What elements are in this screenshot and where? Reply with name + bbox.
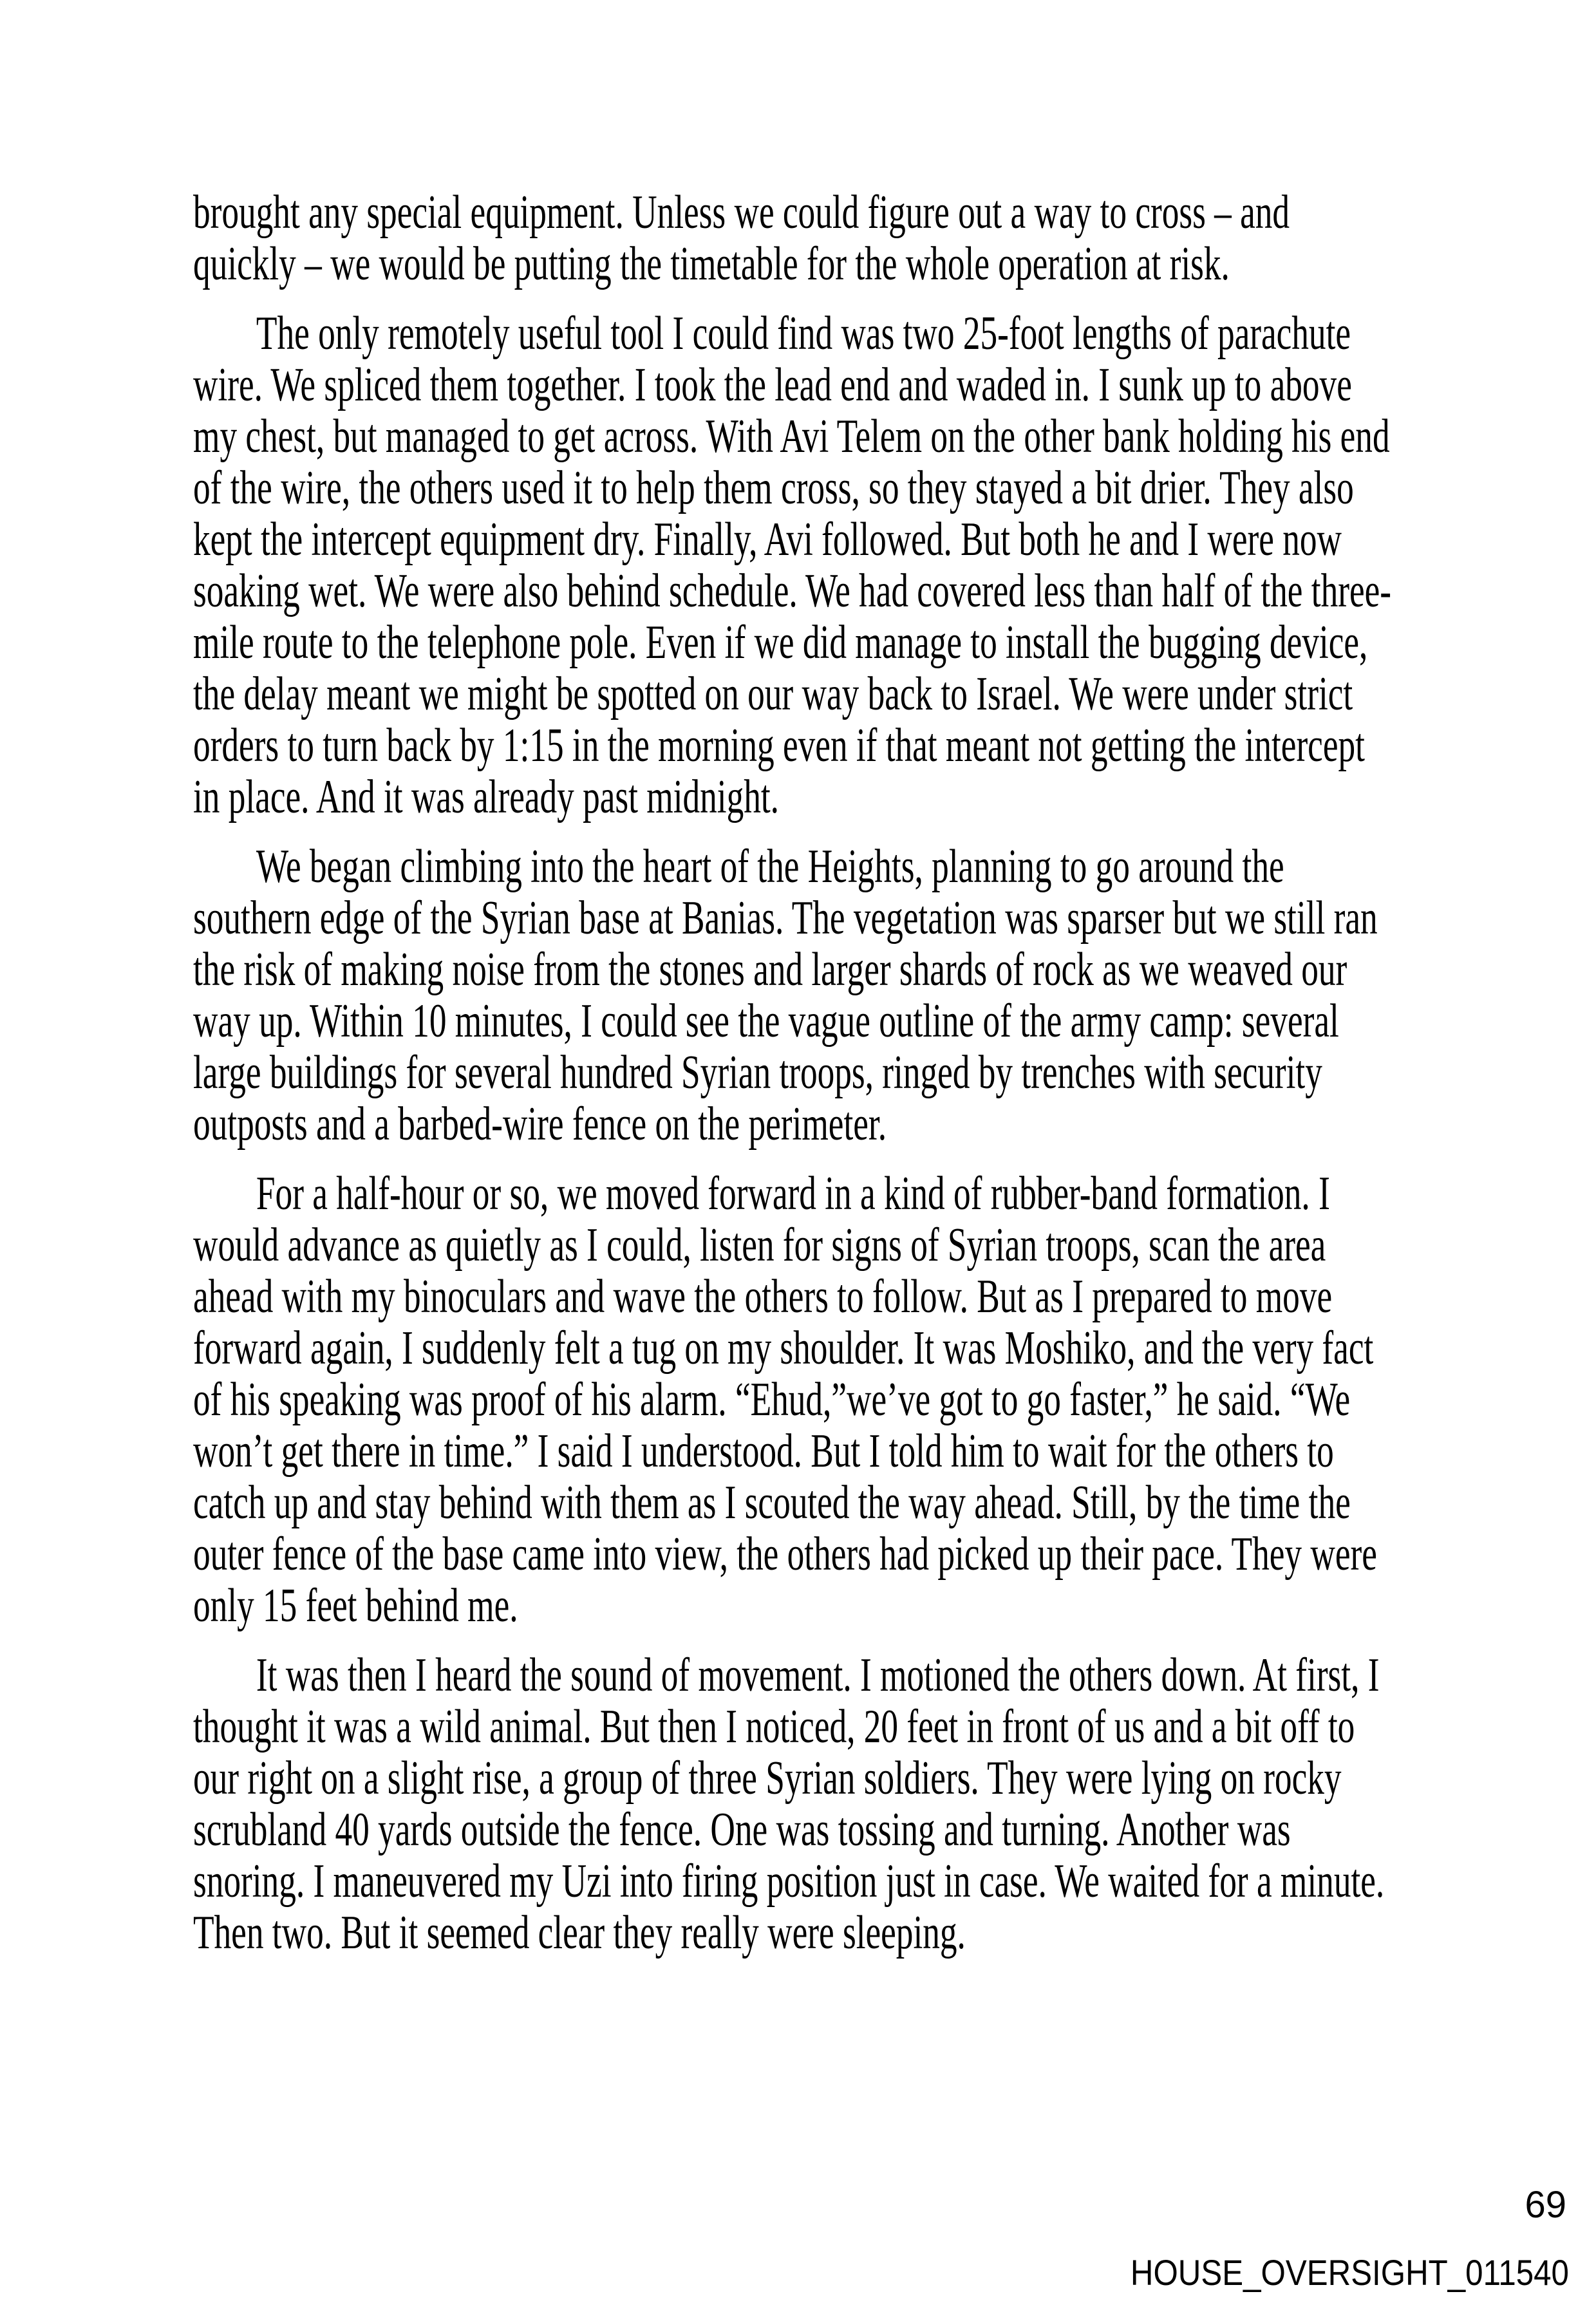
page-body [193,187,1398,1977]
paragraph-4: For a half-hour or so, we moved forward in a kind of rubber-band formation. I would advance as quietly as I could, listen for signs of Syrian troops, scan the area ahead with my binoculars and wave the others to follow. But as I prepared to move forward again, I suddenly felt a tug on my shoulder. It was Moshiko, and the very fact of his speaking was proof of his alarm. “Ehud,”we’ve got to go faster,” he said. “We won’t get there in time.” I said I understood. But I told him to wait for the others to catch up and stay behind with them as I scouted the way ahead. Still, by the time the outer fence of the base came into view, the others had picked up their pace. They were only 15 feet behind me. [193,1167,1377,1632]
paragraph-3: We began climbing into the heart of the Heights, planning to go around the southern edge of the Syrian base at Banias. The vegetation was sparser but we still ran the risk of making noise from the stones and larger shards of rock as we weaved our way up. Within 10 minutes, I could see the vague outline of the army camp: several large buildings for several hundred Syrian troops, ringed by trenches with security outposts and a barbed-wire fence on the perimeter. [193,840,1378,1151]
paragraph-2: The only remotely useful tool I could find was two 25-foot lengths of parachute wire. We spliced them together. I took the lead end and waded in. I sunk up to above my chest, but managed to get across. With Avi Telem on the other bank holding his end of the wire, the others used it to help them cross, so they stayed a bit drier. They also kept the intercept equipment dry. Finally, Avi followed. But both he and I were now soaking wet. We were also behind schedule. We had covered less than half of the three-mile route to the telephone pole. Even if we did manage to install the bugging device, the delay meant we might be spotted on our way back to Israel. We were under strict orders to turn back by 1:15 in the morning even if that meant not getting the intercept in place. And it was already past midnight. [193,307,1392,823]
bates-stamp: HOUSE_OVERSIGHT_011540 [1130,2252,1569,2293]
page-number: 69 [1525,2184,1566,2226]
paragraph-5: It was then I heard the sound of movement. I motioned the others down. At first, I thought it was a wild animal. But then I noticed, 20 feet in front of us and a bit off to our right on a slight rise, a group of three Syrian soldiers. They were lying on rocky scrubland 40 yards outside the fence. One was tossing and turning. Another was snoring. I maneuvered my Uzi into firing position just in case. We waited for a minute. Then two. But it seemed clear they really were sleeping. [193,1649,1385,1959]
paragraph-1: brought any special equipment. Unless we could figure out a way to cross – and quickly – we would be putting the timetable for the whole operation at risk. [193,186,1290,290]
